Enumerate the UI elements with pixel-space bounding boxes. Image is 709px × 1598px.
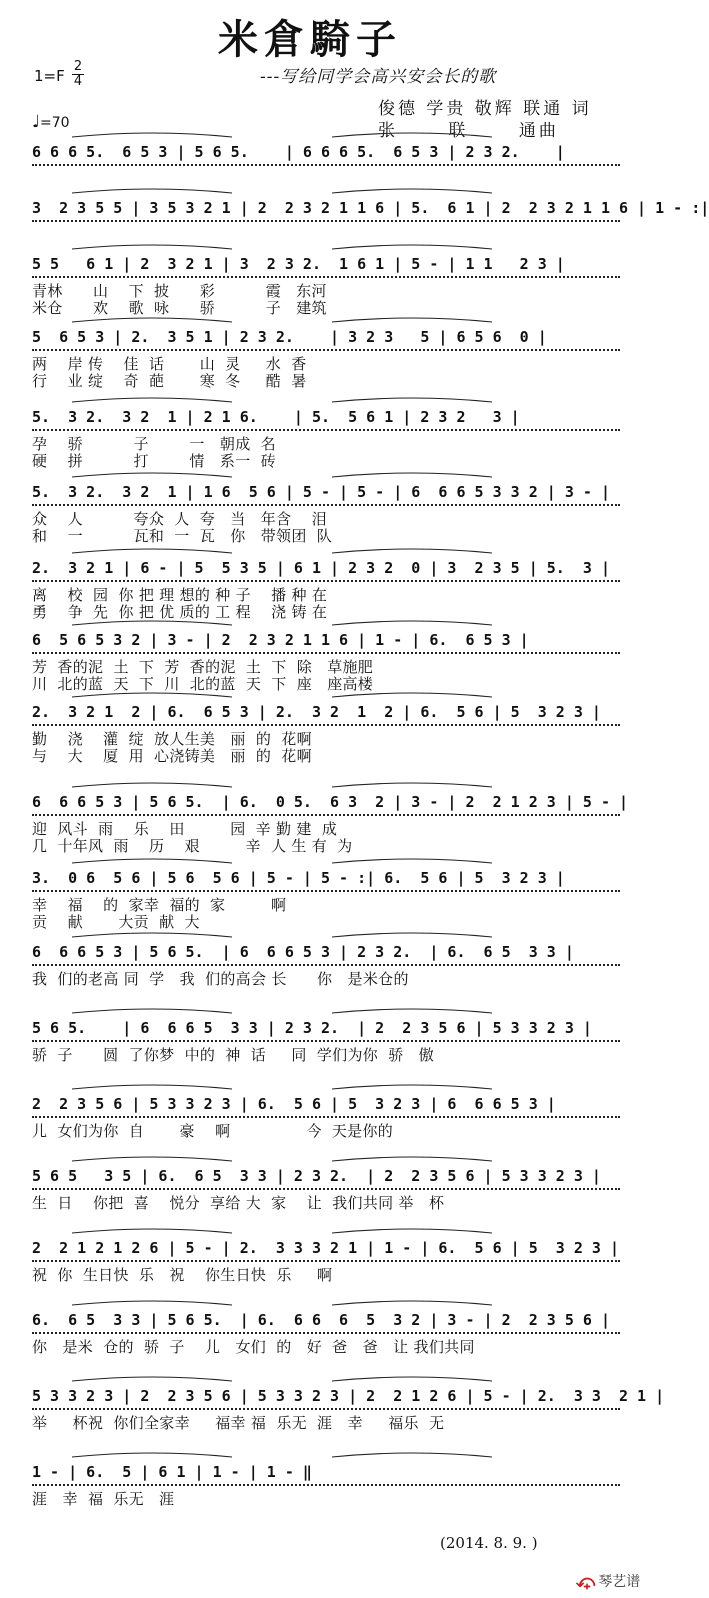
rhythm-underline	[32, 1188, 628, 1191]
lyrics-verse-1: 祝 你 生日快 乐 祝 你生日快 乐 啊	[32, 1266, 333, 1284]
slur-mark	[32, 1372, 628, 1382]
rhythm-underline	[32, 964, 628, 967]
composition-date: (2014. 8. 9. )	[440, 1534, 538, 1552]
notation-line: 5 6 5. | 6 6 6 5 3 3 | 2 3 2. | 2 2 3 5 6 | 5 3 3 2 3 |	[32, 1019, 592, 1037]
notation-line: 6 6 6 5 3 | 5 6 5. | 6 6 6 5 3 | 2 3 2. | 6. 6 5 3 3 |	[32, 943, 574, 961]
notation-line: 1 - | 6. 5 | 6 1 | 1 - | 1 - ‖	[32, 1463, 312, 1481]
lyrics-verse-1: 芳 香的泥 土 下 芳 香的泥 土 下 除 草施肥	[32, 658, 374, 676]
time-signature-bottom: 4	[73, 74, 83, 89]
time-signature	[72, 60, 84, 89]
rhythm-underline	[32, 349, 628, 352]
tempo-value: =70	[40, 115, 70, 131]
notation-line: 5 6 5 3 | 2. 3 5 1 | 2 3 2. | 3 2 3 5 | 6 5 6 0 |	[32, 328, 547, 346]
lyrics-verse-2	[32, 988, 628, 1005]
rhythm-underline	[32, 220, 628, 223]
time-signature-top: 2	[73, 59, 83, 74]
notation-line: 5. 3 2. 3 2 1 | 1 6 5 6 | 5 - | 5 - | 6 6 6 5 3 3 2 | 3 - |	[32, 483, 610, 501]
lyrics-verse-1: 举 杯祝 你们全家幸 福幸 福 乐无 涯 幸 福乐 无	[32, 1414, 445, 1432]
slur-mark	[32, 1296, 628, 1306]
slur-mark	[32, 313, 628, 323]
lyrics-verse-2: 米仓 欢 歌 咏 骄 子 建筑	[32, 299, 327, 317]
rhythm-underline	[32, 1484, 628, 1487]
subtitle: ---写给同学会高兴安会长的歌	[260, 67, 497, 87]
lyrics-verse-1: 儿 女们为你 自 豪 啊 今 天是你的	[32, 1122, 394, 1140]
rhythm-underline	[32, 652, 628, 655]
slur-mark	[32, 393, 628, 403]
lyrics-verse-2: 贡 献 大贡 献 大	[32, 913, 200, 931]
slur-mark	[32, 544, 628, 554]
slur-mark	[32, 778, 628, 788]
lyrics-verse-2: 行 业 绽 奇 葩 寒 冬 酷 暑	[32, 372, 307, 390]
rhythm-underline	[32, 1332, 628, 1335]
rhythm-underline	[32, 814, 628, 817]
lyrics-verse-1: 众 人 夸众 人 夸 当 年含 泪	[32, 510, 327, 528]
lyrics-verse-1: 离 校 园 你 把 理 想的 种 子 播 种 在	[32, 586, 328, 604]
lyrics-verse-1: 涯 幸 福 乐无 涯	[32, 1490, 175, 1508]
notation-line: 2 2 1 2 1 2 6 | 5 - | 2. 3 3 3 2 1 | 1 - | 6. 5 6 | 5 3 2 3 |	[32, 1239, 619, 1257]
lyrics-verse-1: 迎 风斗 雨 乐 田 园 辛 勤 建 成	[32, 820, 338, 838]
notation-line: 5 3 3 2 3 | 2 2 3 5 6 | 5 3 3 2 3 | 2 2 1 2 6 | 5 - | 2. 3 3 2 1 |	[32, 1387, 665, 1405]
rhythm-underline	[32, 1408, 628, 1411]
lyrics-verse-2: 几 十年风 雨 历 艰 辛 人 生 有 为	[32, 837, 353, 855]
rhythm-underline	[32, 890, 628, 893]
slur-mark	[32, 854, 628, 864]
slur-mark	[32, 1004, 628, 1014]
rhythm-underline	[32, 164, 628, 167]
rhythm-underline	[32, 276, 628, 279]
rhythm-underline	[32, 1260, 628, 1263]
slur-mark	[32, 688, 628, 698]
notation-line: 6 5 6 5 3 2 | 3 - | 2 2 3 2 1 1 6 | 1 - | 6. 6 5 3 |	[32, 631, 529, 649]
notation-line: 2. 3 2 1 2 | 6. 6 5 3 | 2. 3 2 1 2 | 6. 5 6 | 5 3 2 3 |	[32, 703, 601, 721]
lyricist-credit: 俊德 学贵 敬辉 联通 词	[378, 99, 592, 119]
lyrics-verse-1: 青林 山 下 披 彩 霞 东河	[32, 282, 327, 300]
lyrics-verse-1: 两 岸 传 佳 话 山 灵 水 香	[32, 355, 307, 373]
notation-line: 6 6 6 5. 6 5 3 | 5 6 5. | 6 6 6 5. 6 5 3 | 2 3 2. |	[32, 143, 565, 161]
notation-line: 3 2 3 5 5 | 3 5 3 2 1 | 2 2 3 2 1 1 6 | 5. 6 1 | 2 2 3 2 1 1 6 | 1 - :|	[32, 199, 709, 217]
rhythm-underline	[32, 429, 628, 432]
qinyipu-logo-icon: ⤽	[576, 1571, 596, 1592]
song-title: 米倉騎子	[218, 16, 402, 63]
notation-line: 5 6 5 3 5 | 6. 6 5 3 3 | 2 3 2. | 2 2 3 5 6 | 5 3 3 2 3 |	[32, 1167, 601, 1185]
slur-mark	[32, 128, 628, 138]
lyrics-verse-2: 勇 争 先 你 把 优 质的 工 程 浇 铸 在	[32, 603, 328, 621]
slur-mark	[32, 1152, 628, 1162]
slur-mark	[32, 468, 628, 478]
notation-line: 2. 3 2 1 | 6 - | 5 5 3 5 | 6 1 | 2 3 2 0 | 3 2 3 5 | 5. 3 |	[32, 559, 610, 577]
logo-text: 琴艺谱	[598, 1574, 641, 1590]
slur-mark	[32, 1080, 628, 1090]
slur-mark	[32, 184, 628, 194]
lyrics-verse-2	[32, 1064, 628, 1081]
slur-mark	[32, 616, 628, 626]
lyrics-verse-1: 我 们的老高 同 学 我 们的高会 长 你 是米仓的	[32, 970, 409, 988]
notation-line: 3. 0 6 5 6 | 5 6 5 6 | 5 - | 5 - :| 6. 5 6 | 5 3 2 3 |	[32, 869, 565, 887]
lyrics-verse-1: 骄 子 圆 了你梦 中的 神 话 同 学们为你 骄 傲	[32, 1046, 435, 1064]
lyrics-verse-1: 幸 福 的 家幸 福的 家 啊	[32, 896, 287, 914]
quarter-note-icon: ♩	[32, 112, 41, 132]
lyrics-verse-1: 勤 浇 灌 绽 放人生美 丽 的 花啊	[32, 730, 312, 748]
lyrics-verse-1: 你 是米 仓的 骄 子 儿 女们 的 好 爸 爸 让 我们共同	[32, 1338, 475, 1356]
notation-line: 2 2 3 5 6 | 5 3 3 2 3 | 6. 5 6 | 5 3 2 3 | 6 6 6 5 3 |	[32, 1095, 556, 1113]
rhythm-underline	[32, 724, 628, 727]
notation-line: 6. 6 5 3 3 | 5 6 5. | 6. 6 6 6 5 3 2 | 3 - | 2 2 3 5 6 |	[32, 1311, 610, 1329]
slur-mark	[32, 240, 628, 250]
lyrics-verse-2: 与 大 厦 用 心浇铸美 丽 的 花啊	[32, 747, 312, 765]
composer-credit: 张 联 通曲	[378, 121, 559, 141]
rhythm-underline	[32, 1040, 628, 1043]
lyrics-verse-2	[32, 1508, 628, 1525]
lyrics-verse-2: 川 北的蓝 天 下 川 北的蓝 天 下 座 座高楼	[32, 675, 374, 693]
slur-mark	[32, 1448, 628, 1458]
lyrics-verse-2: 硬 拼 打 情 系一 砖	[32, 452, 276, 470]
rhythm-underline	[32, 580, 628, 583]
rhythm-underline	[32, 504, 628, 507]
lyrics-verse-2	[32, 1432, 628, 1449]
slur-mark	[32, 928, 628, 938]
slur-mark	[32, 1224, 628, 1234]
rhythm-underline	[32, 1116, 628, 1119]
lyrics-verse-2	[32, 1356, 628, 1373]
notation-line: 5 5 6 1 | 2 3 2 1 | 3 2 3 2. 1 6 1 | 5 - | 1 1 2 3 |	[32, 255, 565, 273]
lyrics-verse-1: 孕 骄 子 一 朝成 名	[32, 435, 276, 453]
watermark-logo	[576, 1572, 640, 1592]
notation-line: 6 6 6 5 3 | 5 6 5. | 6. 0 5. 6 3 2 | 3 - | 2 2 1 2 3 | 5 - |	[32, 793, 629, 811]
key-signature: 1=F	[34, 67, 65, 85]
lyrics-verse-2: 和 一 瓦和 一 瓦 你 带领团 队	[32, 527, 333, 545]
lyrics-verse-1: 生 日 你把 喜 悦分 享给 大 家 让 我们共同 举 杯	[32, 1194, 445, 1212]
notation-line: 5. 3 2. 3 2 1 | 2 1 6. | 5. 5 6 1 | 2 3 2 3 |	[32, 408, 520, 426]
